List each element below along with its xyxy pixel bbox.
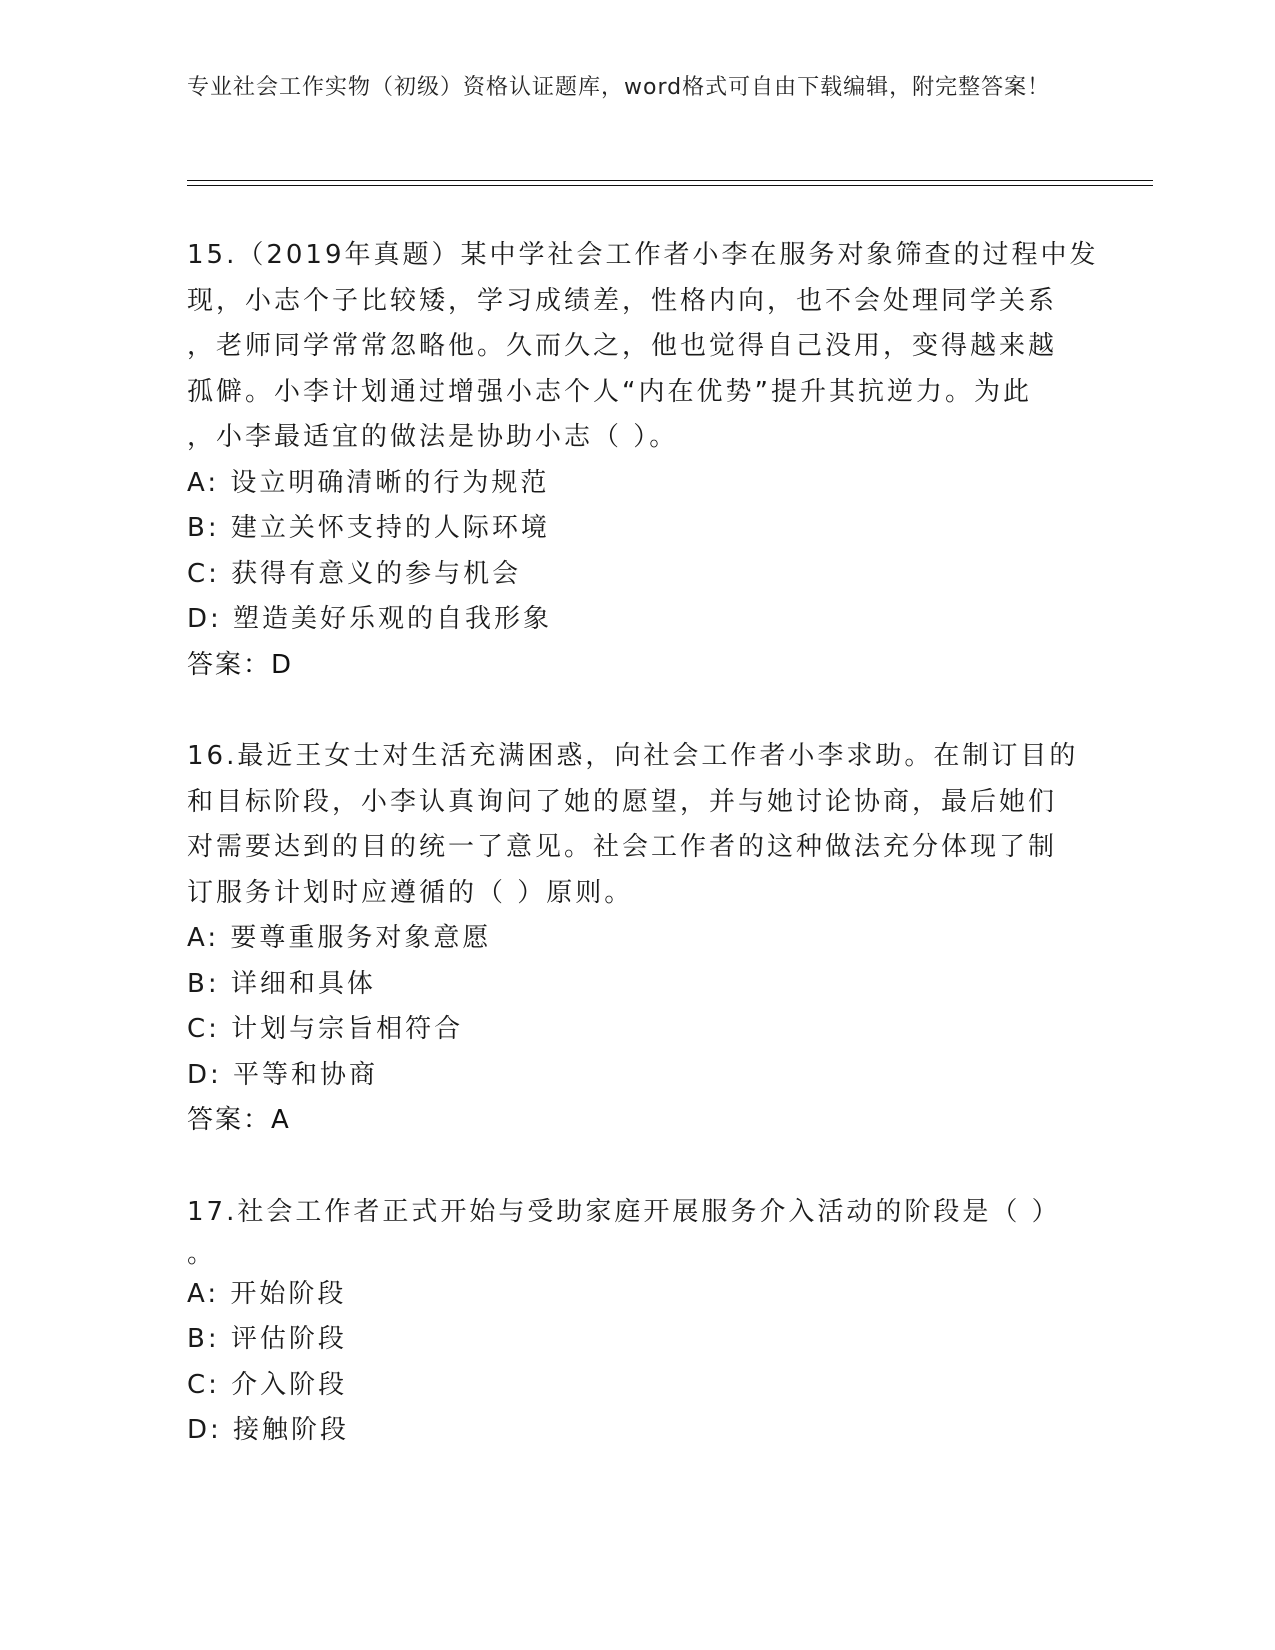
header-rule-bottom <box>187 185 1153 186</box>
header-rule-top <box>187 180 1153 181</box>
option-a: A: 要尊重服务对象意愿 <box>187 923 492 953</box>
stem-line: 现，小志个子比较矮，学习成绩差，性格内向，也不会处理同学关系 <box>187 285 1058 316</box>
option-list <box>187 461 1087 643</box>
question-17 <box>187 1190 1087 1454</box>
question-16 <box>187 734 1087 1144</box>
option-b: B: 评估阶段 <box>187 1324 347 1354</box>
stem-line: 订服务计划时应遵循的（ ）原则。 <box>187 877 634 908</box>
option-d: D: 接触阶段 <box>187 1415 350 1445</box>
option-list <box>187 916 1087 1098</box>
option-b: B: 建立关怀支持的人际环境 <box>187 513 550 543</box>
stem-line: 15.（2019年真题）某中学社会工作者小李在服务对象筛查的过程中发 <box>187 240 1099 270</box>
question-15 <box>187 233 1099 688</box>
answer: 答案：A <box>187 1105 291 1135</box>
stem-line: 。 <box>187 1238 217 1269</box>
question-stem <box>187 1190 1087 1272</box>
stem-line: 对需要达到的目的统一了意见。社会工作者的这种做法充分体现了制 <box>187 832 1058 862</box>
option-a: A: 设立明确清晰的行为规范 <box>187 467 550 498</box>
option-b: B: 详细和具体 <box>187 968 376 999</box>
option-c: C: 计划与宗旨相符合 <box>187 1014 464 1044</box>
option-d: D: 平等和协商 <box>187 1059 379 1090</box>
question-stem <box>187 734 1087 916</box>
stem-line: ，小李最适宜的做法是协助小志（ ）。 <box>187 422 679 452</box>
document-header: 专业社会工作实物（初级）资格认证题库，word格式可自由下载编辑，附完整答案！ <box>187 75 1051 100</box>
stem-line: 17.社会工作者正式开始与受助家庭开展服务介入活动的阶段是（ ） <box>187 1197 1061 1227</box>
stem-line: 孤僻。小李计划通过增强小志个人“内在优势”提升其抗逆力。为此 <box>187 376 1032 407</box>
answer: 答案：D <box>187 649 294 680</box>
option-a: A: 开始阶段 <box>187 1278 347 1309</box>
question-stem <box>187 233 1099 461</box>
option-c: C: 介入阶段 <box>187 1369 348 1400</box>
stem-line: 和目标阶段，小李认真询问了她的愿望，并与她讨论协商，最后她们 <box>187 786 1058 817</box>
option-d: D: 塑造美好乐观的自我形象 <box>187 604 553 634</box>
stem-line: ，老师同学常常忽略他。久而久之，他也觉得自己没用，变得越来越 <box>187 331 1058 361</box>
stem-line: 16.最近王女士对生活充满困惑，向社会工作者小李求助。在制订目的 <box>187 741 1079 771</box>
option-list <box>187 1272 1087 1454</box>
option-c: C: 获得有意义的参与机会 <box>187 558 522 589</box>
